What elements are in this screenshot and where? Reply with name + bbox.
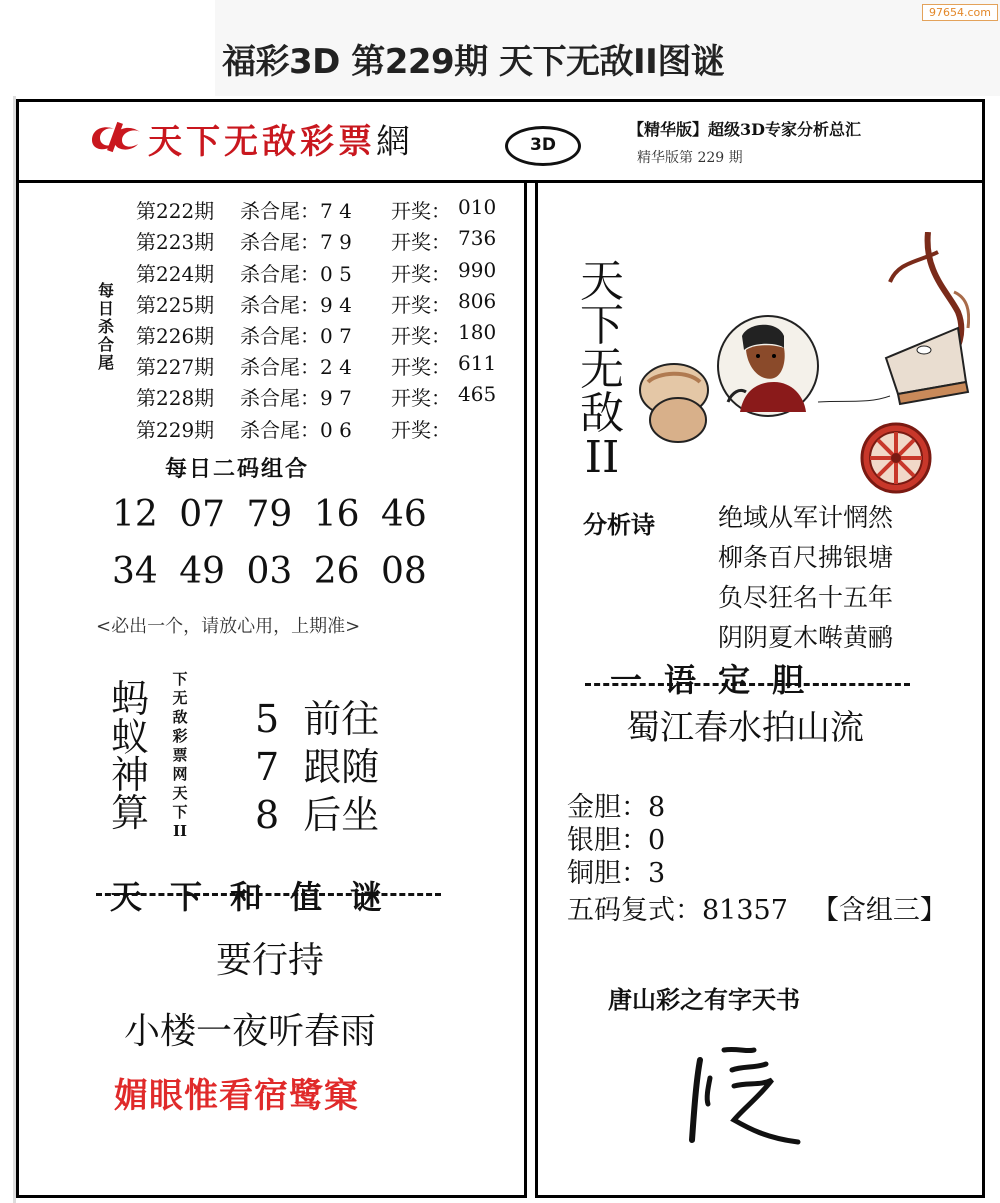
- pair-combo-row: 12 07 79 16 46: [112, 494, 427, 535]
- kill-tail-numbers: 杀合尾：2 4: [240, 355, 352, 379]
- kill-tail-numbers: 杀合尾：9 7: [240, 386, 352, 410]
- draw-label: 开奖：: [391, 199, 451, 223]
- lottery-3d-logo: 3D: [505, 126, 581, 166]
- draw-result: 180: [458, 320, 497, 344]
- dan-label: 铜胆：: [567, 858, 648, 889]
- pair-combo-title: 每日二码组合: [165, 456, 310, 482]
- dan-label: 金胆：: [567, 792, 648, 823]
- analysis-poem-label: 分析诗: [583, 510, 655, 539]
- kill-tail-issue: 第228期: [136, 386, 215, 410]
- ant-calc-row: [255, 784, 379, 839]
- kill-tail-side-label: 每日杀合尾: [97, 281, 114, 372]
- five-code-row: [567, 888, 947, 927]
- sum-riddle-answer: 要行持: [216, 940, 325, 981]
- poem-verse: 阴阴夏木啭黄鹂: [718, 623, 894, 652]
- draw-label: 开奖：: [391, 262, 451, 286]
- kill-tail-issue: 第226期: [136, 324, 215, 348]
- ant-calc-side-label: 下无敌彩票网天下II: [172, 670, 188, 840]
- brand-logo-icon: [88, 120, 144, 158]
- kill-tail-issue: 第223期: [136, 230, 215, 254]
- watermark-link[interactable]: 97654.com: [922, 4, 998, 21]
- kill-tail-numbers: 杀合尾：0 6: [240, 418, 352, 442]
- tianshu-title: 唐山彩之有字天书: [608, 985, 800, 1014]
- dan-label: 银胆：: [567, 825, 648, 856]
- draw-result: 736: [458, 226, 497, 250]
- kill-tail-issue: 第224期: [136, 262, 215, 286]
- ant-calc-title: 蚂蚁神算: [110, 677, 149, 835]
- poem-verse: 柳条百尺拂银塘: [718, 543, 894, 572]
- pair-combo-note: <必出一个，请放心用，上期准>: [96, 616, 361, 637]
- pair-combo-row: 34 49 03 26 08: [112, 551, 427, 592]
- ant-calc-word: 后坐: [303, 793, 380, 837]
- kill-tail-issue: 第229期: [136, 418, 215, 442]
- ant-calc-word: 跟随: [303, 745, 380, 789]
- draw-label: 开奖：: [391, 324, 451, 348]
- poem-verse: 绝域从军计惘然: [718, 503, 894, 532]
- handwritten-glyph: [686, 1042, 806, 1156]
- dan-row: [567, 851, 665, 890]
- brand-logo-text: [148, 114, 414, 163]
- banner-issue-line: 精华版第 229 期: [637, 150, 743, 166]
- draw-label: 开奖：: [391, 418, 451, 442]
- dan-value: 0: [648, 825, 666, 856]
- draw-label: 开奖：: [391, 355, 451, 379]
- ant-calc-number: 7: [255, 745, 280, 789]
- draw-label: 开奖：: [391, 293, 451, 317]
- sum-riddle-poem: 小楼一夜听春雨: [124, 1011, 377, 1052]
- draw-result: 010: [458, 195, 497, 219]
- five-code-label: 五码复式：: [567, 895, 702, 926]
- dan-value: 3: [648, 858, 666, 889]
- kill-tail-numbers: 杀合尾：0 7: [240, 324, 352, 348]
- kill-tail-numbers: 杀合尾：9 4: [240, 293, 352, 317]
- sum-riddle-red-line: 媚眼惟看宿鹭窠: [114, 1076, 359, 1116]
- dan-value: 8: [648, 792, 666, 823]
- kill-tail-numbers: 杀合尾：0 5: [240, 262, 352, 286]
- ant-calc-number: 5: [255, 697, 280, 741]
- kill-tail-numbers: 杀合尾：7 4: [240, 199, 352, 223]
- kill-tail-issue: 第227期: [136, 355, 215, 379]
- ant-calc-row: [255, 736, 379, 791]
- banner-subtitle: 【精华版】超级3D专家分析总汇: [628, 120, 862, 139]
- brand-name: 天下无敌彩票: [148, 122, 376, 162]
- vertical-title: 天下无敌II: [580, 256, 624, 483]
- five-code-value: 81357: [702, 895, 788, 926]
- draw-result: 611: [458, 351, 497, 375]
- ant-calc-number: 8: [255, 793, 280, 837]
- draw-label: 开奖：: [391, 386, 451, 410]
- kill-tail-issue: 第222期: [136, 199, 215, 223]
- poem-verse: 负尽狂名十五年: [718, 583, 894, 612]
- page-title: 福彩3D 第229期 天下无敌II图谜: [222, 42, 725, 82]
- brand-suffix: 網: [376, 122, 414, 162]
- sum-riddle-title: 天下和值谜: [110, 878, 411, 916]
- one-word-text: 蜀江春水拍山流: [626, 708, 864, 748]
- draw-result: 990: [458, 258, 497, 282]
- draw-result: 806: [458, 289, 497, 313]
- draw-label: 开奖：: [391, 230, 451, 254]
- ant-calc-word: 前往: [303, 697, 380, 741]
- cartoon-illustration: [628, 232, 970, 498]
- one-word-divider: [585, 683, 910, 686]
- five-code-note: 【含组三】: [811, 895, 947, 926]
- kill-tail-issue: 第225期: [136, 293, 215, 317]
- ant-calc-row: [255, 688, 379, 743]
- kill-tail-numbers: 杀合尾：7 9: [240, 230, 352, 254]
- draw-result: 465: [458, 382, 497, 406]
- sum-riddle-divider: [96, 893, 441, 896]
- one-word-title: 一语定胆: [610, 661, 827, 699]
